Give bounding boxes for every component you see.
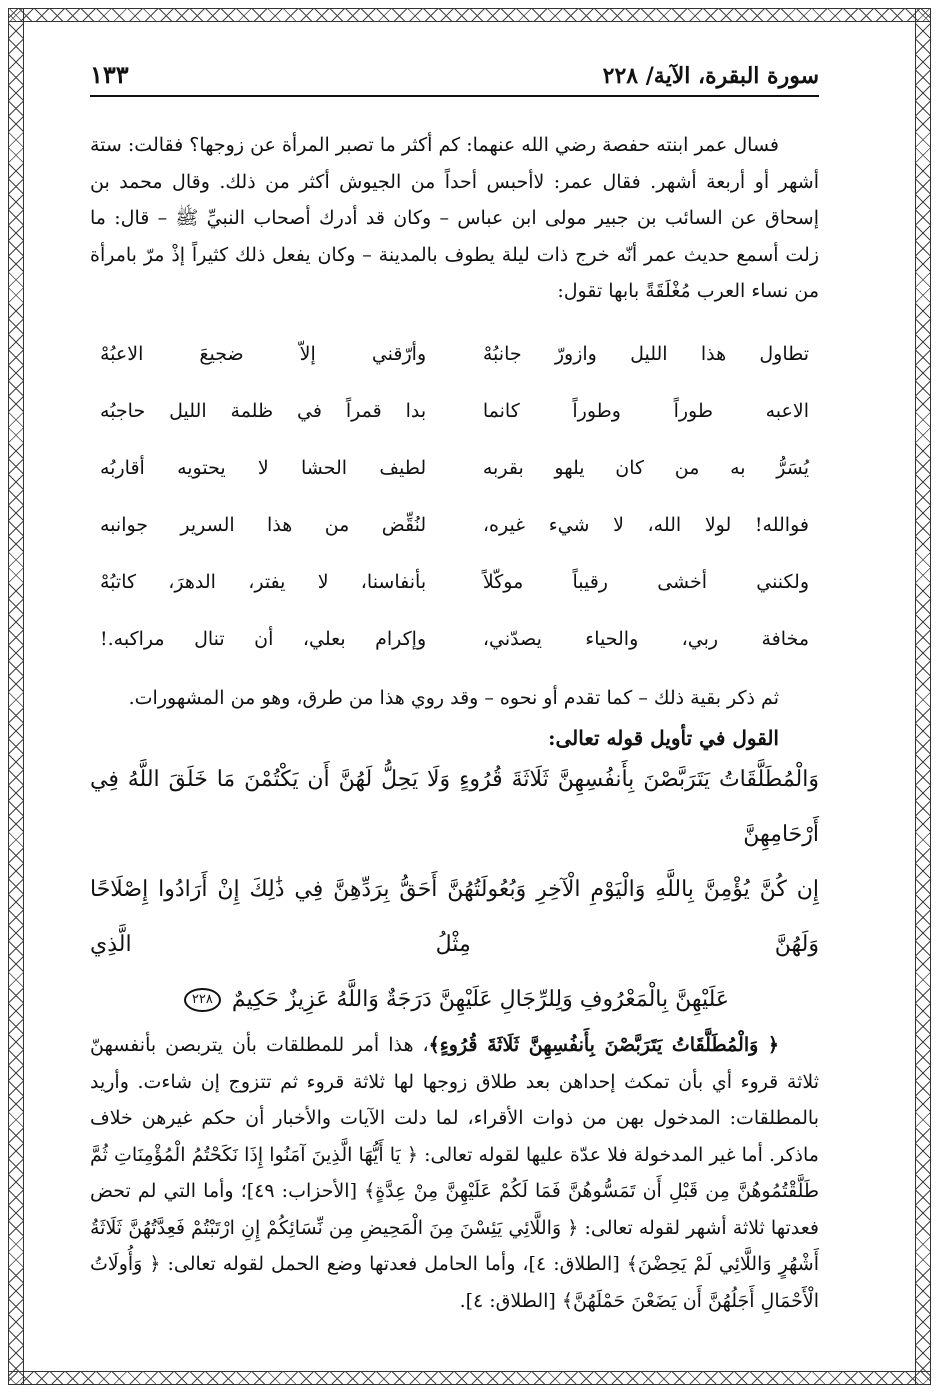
poem-verse — [100, 326, 809, 383]
quran-verse-line-1: وَالْمُطَلَّقَاتُ يَتَرَبَّصْنَ بِأَنفُسِهِنَّ ثَلَاثَةَ قُرُوءٍ وَلَا يَحِلُّ لَهُنَّ أَن يَكْتُمْنَ مَا خَلَقَ اللَّهُ فِي أَرْحَامِهِنَّ — [90, 767, 819, 847]
ornamental-border-right — [915, 8, 931, 1385]
poem-hemistich-right: فوالله! لولا الله، لا شيء غيره، — [482, 514, 809, 536]
poem — [100, 326, 809, 668]
poem-verse — [100, 440, 809, 497]
poem-hemistich-left: بأنفاسنا، لا يفتر، الدهرَ، كاتبُهْ — [100, 571, 427, 593]
ornamental-border-left — [8, 8, 24, 1385]
poem-hemistich-left: لطيف الحشا لا يحتويه أقاربُه — [100, 457, 427, 479]
poem-hemistich-right: مخافة ربي، والحياء يصدّني، — [482, 628, 809, 650]
after-poem-paragraph: ثم ذكر بقية ذلك – كما تقدم أو نحوه – وقد روي هذا من طرق، وهو من المشهورات. — [128, 686, 779, 709]
quran-verse-line-2: إِن كُنَّ يُؤْمِنَّ بِاللَّهِ وَالْيَوْمِ الْآخِرِ وَبُعُولَتُهُنَّ أَحَقُّ بِرَدِّهِنَّ فِي ذَٰلِكَ إِنْ أَرَادُوا إِصْلَاحًا وَلَهُنَّ مِثْلُ الَّذِي — [90, 877, 819, 957]
intro-paragraph: فسال عمر ابنته حفصة رضي الله عنهما: كم أكثر ما تصبر المرأة عن زوجها؟ فقالت: ستة أشهر أو أربعة أشهر. فقال عمر: لاأحبس أحداً من الجيوش أكثر من ذلك. وقال محمد بن إسحاق عن السائب بن جبير مولى ابن عباس – وكان قد أدرك أصحاب النبيِّ ﷺ – قال: ما زلت أسمع حديث عمر أنّه خرج ذات ليلة يطوف بالمدينة – وكان يفعل ذلك كثيراً إذْ مرّ بامرأة من نساء العرب مُغْلَقَةً بابها تقول: — [90, 134, 819, 302]
page-content — [90, 60, 819, 1319]
poem-hemistich-right: ولكنني أخشى رقيباً موكّلاً — [482, 571, 809, 593]
poem-hemistich-left: بدا قمراً في ظلمة الليل حاجبُه — [100, 400, 427, 422]
ornamental-border-top — [8, 8, 931, 22]
running-header — [90, 60, 819, 97]
poem-verse — [100, 497, 809, 554]
tafsir-paragraph — [90, 1027, 819, 1319]
poem-verse — [100, 383, 809, 440]
poem-verse — [100, 554, 809, 611]
header-title: سورة البقرة، الآية/ ٢٢٨ — [602, 63, 819, 89]
tafsir-quote: ﴿ وَالْمُطَلَّقَاتُ يَتَرَبَّصْنَ بِأَنفُسِهِنَّ ثَلَاثَةَ قُرُوءٍ﴾ — [428, 1034, 780, 1056]
quran-verse-line-3-text: عَلَيْهِنَّ بِالْمَعْرُوفِ وَلِلرِّجَالِ عَلَيْهِنَّ دَرَجَةٌ وَاللَّهُ عَزِيزٌ حَكِيمٌ — [231, 987, 730, 1012]
tafsir-text: ، هذا أمر للمطلقات بأن يتربصن بأنفسهنّ ثلاثة قروء أي بأن تمكث إحداهن بعد طلاق زوجها لها ثلاثة قروء ثم تتزوج إن شاءت. وأريد بالمطلقات: المدخول بهن من ذوات الأقراء، لما دلت الآيات والأخبار أن حكم غيرهن خلاف ماذكر. أما غير المدخولة فلا عدّة عليها لقوله تعالى: ﴿ يَا أَيُّهَا الَّذِينَ آمَنُوا إِذَا نَكَحْتُمُ الْمُؤْمِنَاتِ ثُمَّ طَلَّقْتُمُوهُنَّ مِن قَبْلِ أَن تَمَسُّوهُنَّ فَمَا لَكُمْ عَلَيْهِنَّ مِنْ عِدَّةٍ﴾ [الأحزاب: ٤٩]؛ وأما التي لم تحض فعدتها ثلاثة أشهر لقوله تعالى: ﴿ وَاللَّائِي يَئِسْنَ مِنَ الْمَحِيضِ مِن نِّسَائِكُمْ إِنِ ارْتَبْتُمْ فَعِدَّتُهُنَّ ثَلَاثَةُ أَشْهُرٍ وَاللَّائِي لَمْ يَحِضْنَ﴾ [الطلاق: ٤]، وأما الحامل فعدتها وضع الحمل لقوله تعالى: ﴿ وَأُولَاتُ الْأَحْمَالِ أَجَلُهُنَّ أَن يَضَعْنَ حَمْلَهُنَّ﴾ [الطلاق: ٤]. — [90, 1034, 820, 1312]
poem-hemistich-right: يُسَرُّ به من كان يلهو بقربه — [482, 457, 809, 479]
poem-hemistich-right: تطاول هذا الليل وازورّ جانبُهْ — [482, 343, 809, 365]
poem-hemistich-left: وإكرام بعلي، أن تنال مراكبه.! — [100, 628, 427, 650]
page-number: ١٣٣ — [90, 60, 129, 89]
ornamental-border-bottom — [8, 1371, 931, 1385]
quran-verse-line-3 — [90, 972, 819, 1027]
section-heading: القول في تأويل قوله تعالى: — [548, 726, 779, 750]
poem-hemistich-left: وأرّقني إلاّ ضجيعَ الاعبُهْ — [100, 343, 427, 365]
ayah-number-marker: ٢٢٨ — [184, 988, 221, 1012]
poem-hemistich-left: لنُقِّض من هذا السرير جوانبه — [100, 514, 427, 536]
poem-hemistich-right: الاعبه طوراً وطوراً كانما — [482, 400, 809, 422]
poem-verse — [100, 611, 809, 668]
